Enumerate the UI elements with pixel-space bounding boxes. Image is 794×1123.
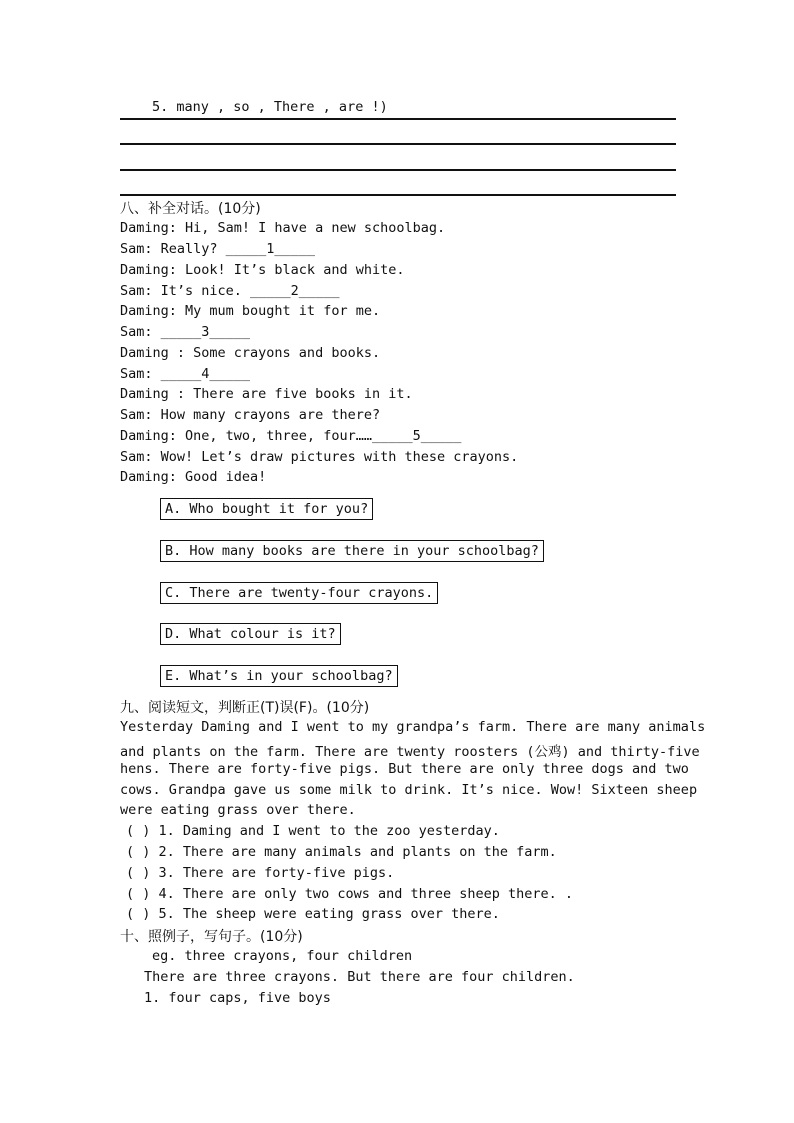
example-words: eg. three crayons, four children xyxy=(152,948,413,964)
passage-line: were eating grass over there. xyxy=(120,802,356,818)
question-10-1: 1. four caps, five boys xyxy=(144,990,331,1006)
dialogue-line: Daming : Some crayons and books. xyxy=(120,345,381,361)
dialogue-line: Daming: Hi, Sam! I have a new schoolbag. xyxy=(120,220,446,236)
dialogue-line: Daming : There are five books in it. xyxy=(120,386,413,402)
answer-line xyxy=(120,169,676,171)
passage-line: hens. There are forty-five pigs. But there are only three dogs and two xyxy=(120,761,689,777)
dialogue-line: Daming: One, two, three, four……_____5_____ xyxy=(120,428,462,444)
option-b-box: B. How many books are there in your schoolbag? xyxy=(160,540,544,562)
tf-statement: ( ) 2. There are many animals and plants on the farm. xyxy=(126,844,557,860)
passage-line: cows. Grandpa gave us some milk to drink. It’s nice. Wow! Sixteen sheep xyxy=(120,782,698,798)
option-c-box: C. There are twenty-four crayons. xyxy=(160,582,438,604)
question-7-5: 5. many , so , There , are !) xyxy=(152,99,388,115)
tf-statement: ( ) 3. There are forty-five pigs. xyxy=(126,865,395,881)
dialogue-line: Daming: My mum bought it for me. xyxy=(120,303,381,319)
tf-statement: ( ) 5. The sheep were eating grass over there. xyxy=(126,906,500,922)
dialogue-line: Daming: Look! It’s black and white. xyxy=(120,262,405,278)
example-sentence: There are three crayons. But there are four children. xyxy=(144,969,575,985)
dialogue-line: Sam: _____3_____ xyxy=(120,324,251,340)
dialogue-line: Daming: Good idea! xyxy=(120,469,267,485)
answer-line xyxy=(120,118,676,120)
option-d-box: D. What colour is it? xyxy=(160,623,341,645)
passage-line: and plants on the farm. There are twenty roosters (公鸡) and thirty-five xyxy=(120,744,700,760)
section-8-title: 八、补全对话。(10分) xyxy=(120,201,261,217)
answer-line xyxy=(120,194,676,196)
passage-line: Yesterday Daming and I went to my grandpa’s farm. There are many animals xyxy=(120,719,706,735)
tf-statement: ( ) 4. There are only two cows and three sheep there. . xyxy=(126,886,574,902)
answer-line xyxy=(120,143,676,145)
section-10-title: 十、照例子，写句子。(10分) xyxy=(120,929,303,945)
dialogue-line: Sam: Really? _____1_____ xyxy=(120,241,316,257)
tf-statement: ( ) 1. Daming and I went to the zoo yesterday. xyxy=(126,823,500,839)
option-e-box: E. What’s in your schoolbag? xyxy=(160,665,398,687)
dialogue-line: Sam: It’s nice. _____2_____ xyxy=(120,283,340,299)
section-9-title: 九、阅读短文，判断正(T)误(F)。(10分) xyxy=(120,700,370,716)
option-a-box: A. Who bought it for you? xyxy=(160,498,373,520)
dialogue-line: Sam: How many crayons are there? xyxy=(120,407,381,423)
dialogue-line: Sam: Wow! Let’s draw pictures with these crayons. xyxy=(120,449,519,465)
dialogue-line: Sam: _____4_____ xyxy=(120,366,251,382)
